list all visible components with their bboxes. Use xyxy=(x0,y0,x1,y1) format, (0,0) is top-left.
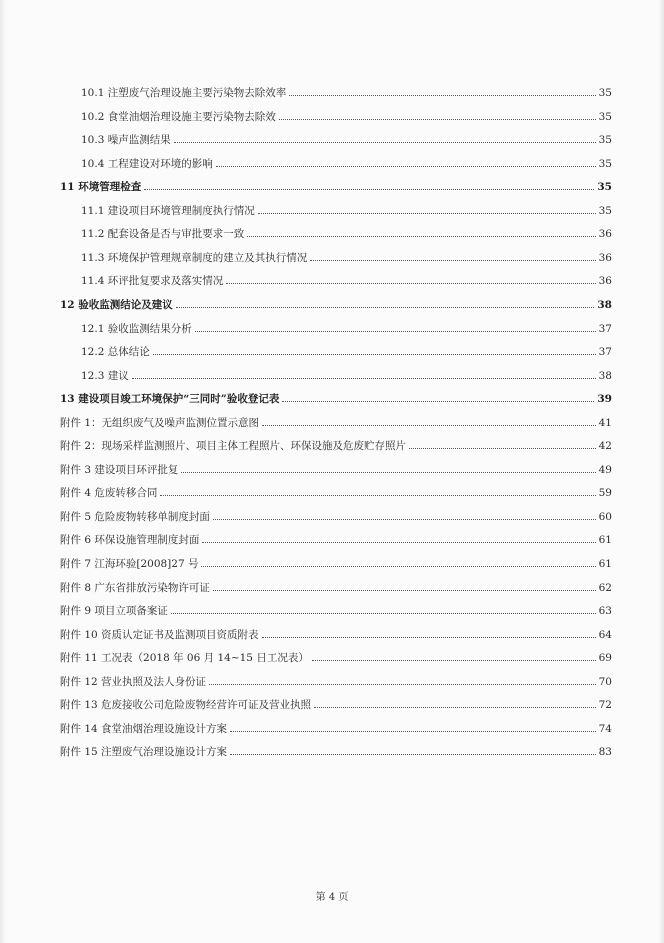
toc-entry[interactable] xyxy=(81,202,612,218)
toc-entry-title: 附件 11 工况表（2018 年 06 月 14~15 日工况表） xyxy=(60,652,309,665)
toc-entry[interactable] xyxy=(60,743,612,759)
toc-entry-page: 36 xyxy=(598,251,612,264)
toc-entry-title: 13 建设项目竣工环境保护“三同时”验收登记表 xyxy=(60,393,280,406)
toc-dot-leader xyxy=(213,590,596,591)
toc-entry[interactable] xyxy=(81,131,612,147)
toc-dot-leader xyxy=(279,119,596,120)
toc-entry-page: 83 xyxy=(598,746,612,759)
toc-dot-leader xyxy=(176,307,595,308)
toc-entry-title: 12.3 建议 xyxy=(81,369,129,382)
toc-entry[interactable] xyxy=(60,696,612,712)
toc-entry[interactable] xyxy=(60,649,612,665)
scan-right-edge xyxy=(658,0,664,943)
toc-dot-leader xyxy=(181,472,595,473)
toc-dot-leader xyxy=(132,378,596,379)
toc-entry-title: 11.3 环境保护管理规章制度的建立及其执行情况 xyxy=(81,251,308,264)
toc-dot-leader xyxy=(201,566,595,567)
toc-entry-title: 12 验收监测结论及建议 xyxy=(60,298,173,311)
toc-entry-title: 附件 14 食堂油烟治理设施设计方案 xyxy=(60,722,228,735)
toc-entry[interactable] xyxy=(60,602,612,618)
toc-entry-title: 附件 2：现场采样监测照片、项目主体工程照片、环保设施及危废贮存照片 xyxy=(60,440,407,453)
toc-entry-page: 38 xyxy=(597,298,612,311)
toc-entry-page: 60 xyxy=(598,510,612,523)
toc-entry[interactable] xyxy=(60,414,612,430)
toc-entry[interactable] xyxy=(81,249,612,265)
toc-entry[interactable] xyxy=(81,84,612,100)
toc-entry[interactable] xyxy=(60,673,612,689)
toc-entry-title: 10.2 食堂油烟治理设施主要污染物去除效 xyxy=(81,110,276,123)
toc-entry-title: 12.1 验收监测结果分析 xyxy=(81,322,192,335)
toc-entry[interactable] xyxy=(60,296,612,312)
toc-entry[interactable] xyxy=(81,320,612,336)
scan-left-edge xyxy=(0,0,6,943)
toc-entry-page: 70 xyxy=(598,675,612,688)
toc-entry[interactable] xyxy=(60,626,612,642)
toc-entry[interactable] xyxy=(60,484,612,500)
toc-dot-leader xyxy=(262,425,596,426)
toc-entry-title: 11.2 配套设备是否与审批要求一致 xyxy=(81,228,245,241)
toc-entry[interactable] xyxy=(60,178,612,194)
toc-dot-leader xyxy=(230,754,596,755)
toc-entry[interactable] xyxy=(60,461,612,477)
page-number-footer: 第 4 页 xyxy=(315,892,349,903)
toc-entry-title: 10.4 工程建设对环境的影响 xyxy=(81,157,213,170)
toc-entry-title: 11.1 建设项目环境管理制度执行情况 xyxy=(81,204,255,217)
toc-entry-page: 62 xyxy=(598,581,612,594)
toc-entry-title: 附件 3 建设项目环评批复 xyxy=(60,463,179,476)
toc-dot-leader xyxy=(312,660,596,661)
toc-entry-page: 39 xyxy=(597,393,612,406)
toc-entry[interactable] xyxy=(81,225,612,241)
toc-entry-page: 35 xyxy=(598,87,612,99)
toc-dot-leader xyxy=(289,95,595,96)
toc-dot-leader xyxy=(202,542,595,543)
toc-entry-title: 附件 4 危废转移合同 xyxy=(60,487,158,500)
toc-entry[interactable] xyxy=(81,367,612,383)
toc-entry-page: 37 xyxy=(598,322,612,335)
toc-dot-leader xyxy=(247,236,595,237)
toc-entry-page: 37 xyxy=(598,346,612,359)
toc-entry-title: 附件 8 广东省排放污染物许可证 xyxy=(60,581,210,594)
toc-entry[interactable] xyxy=(81,108,612,124)
toc-entry[interactable] xyxy=(60,579,612,595)
toc-entry-page: 61 xyxy=(598,558,612,570)
toc-dot-leader xyxy=(174,142,596,143)
toc-entry[interactable] xyxy=(60,531,612,547)
toc-dot-leader xyxy=(171,613,596,614)
toc-entry-title: 附件 12 营业执照及法人身份证 xyxy=(60,675,207,688)
toc-dot-leader xyxy=(282,401,594,402)
toc-entry-title: 附件 9 项目立项备案证 xyxy=(60,605,168,618)
toc-entry-page: 35 xyxy=(598,157,612,170)
toc-entry-title: 附件 15 注塑废气治理设施设计方案 xyxy=(60,746,228,759)
toc-entry-title: 附件 1：无组织废气及噪声监测位置示意图 xyxy=(60,416,260,429)
toc-dot-leader xyxy=(258,213,596,214)
toc-entry-page: 41 xyxy=(598,416,612,429)
toc-dot-leader xyxy=(310,260,595,261)
toc-entry[interactable] xyxy=(60,555,612,571)
toc-entry[interactable] xyxy=(60,720,612,736)
toc-entry-page: 38 xyxy=(598,369,612,382)
toc-entry-title: 11 环境管理检查 xyxy=(60,181,142,194)
toc-entry-page: 64 xyxy=(598,628,612,641)
toc-entry[interactable] xyxy=(81,155,612,171)
toc-entry[interactable] xyxy=(60,508,612,524)
toc-entry-title: 附件 10 资质认定证书及监测项目资质附表 xyxy=(60,628,259,641)
toc-entry-title: 附件 7 江海环验[2008]27 号 xyxy=(60,558,199,570)
toc-entry-page: 35 xyxy=(598,110,612,123)
toc-dot-leader xyxy=(409,448,596,449)
toc-dot-leader xyxy=(262,637,596,638)
toc-dot-leader xyxy=(144,189,594,190)
toc-entry[interactable] xyxy=(81,272,612,288)
toc-entry-page: 36 xyxy=(598,228,612,241)
toc-entry-page: 35 xyxy=(598,134,612,147)
toc-entry-page: 35 xyxy=(597,181,612,194)
toc-entry-page: 35 xyxy=(598,204,612,217)
toc-entry-page: 72 xyxy=(598,699,612,712)
toc-dot-leader xyxy=(230,731,596,732)
toc-entry[interactable] xyxy=(60,390,612,406)
toc-entry-title: 附件 13 危废接收公司危险废物经营许可证及营业执照 xyxy=(60,699,312,712)
toc-dot-leader xyxy=(226,283,595,284)
toc-entry-page: 36 xyxy=(598,275,612,288)
toc-entry-title: 10.1 注塑废气治理设施主要污染物去除效率 xyxy=(81,87,287,99)
toc-dot-leader xyxy=(209,684,596,685)
toc-entry-title: 附件 5 危险废物转移单制度封面 xyxy=(60,510,210,523)
toc-dot-leader xyxy=(153,354,596,355)
toc-dot-leader xyxy=(216,166,596,167)
toc-entry-title: 10.3 噪声监测结果 xyxy=(81,134,171,147)
toc-entry[interactable] xyxy=(60,437,612,453)
toc-entry-title: 附件 6 环保设施管理制度封面 xyxy=(60,534,200,547)
toc-dot-leader xyxy=(195,331,596,332)
toc-dot-leader xyxy=(213,519,596,520)
toc-entry-page: 63 xyxy=(598,605,612,618)
toc-entry-title: 12.2 总体结论 xyxy=(81,346,150,359)
toc-entry-page: 61 xyxy=(598,534,612,547)
toc-entry-page: 74 xyxy=(598,722,612,735)
toc-entry-page: 42 xyxy=(598,440,612,453)
toc-entry[interactable] xyxy=(81,343,612,359)
toc-dot-leader xyxy=(160,495,595,496)
toc-entry-title: 11.4 环评批复要求及落实情况 xyxy=(81,275,224,288)
toc-entry-page: 49 xyxy=(598,463,612,476)
toc-dot-leader xyxy=(314,707,596,708)
toc-entry-page: 69 xyxy=(598,652,612,665)
toc-entry-page: 59 xyxy=(598,487,612,500)
